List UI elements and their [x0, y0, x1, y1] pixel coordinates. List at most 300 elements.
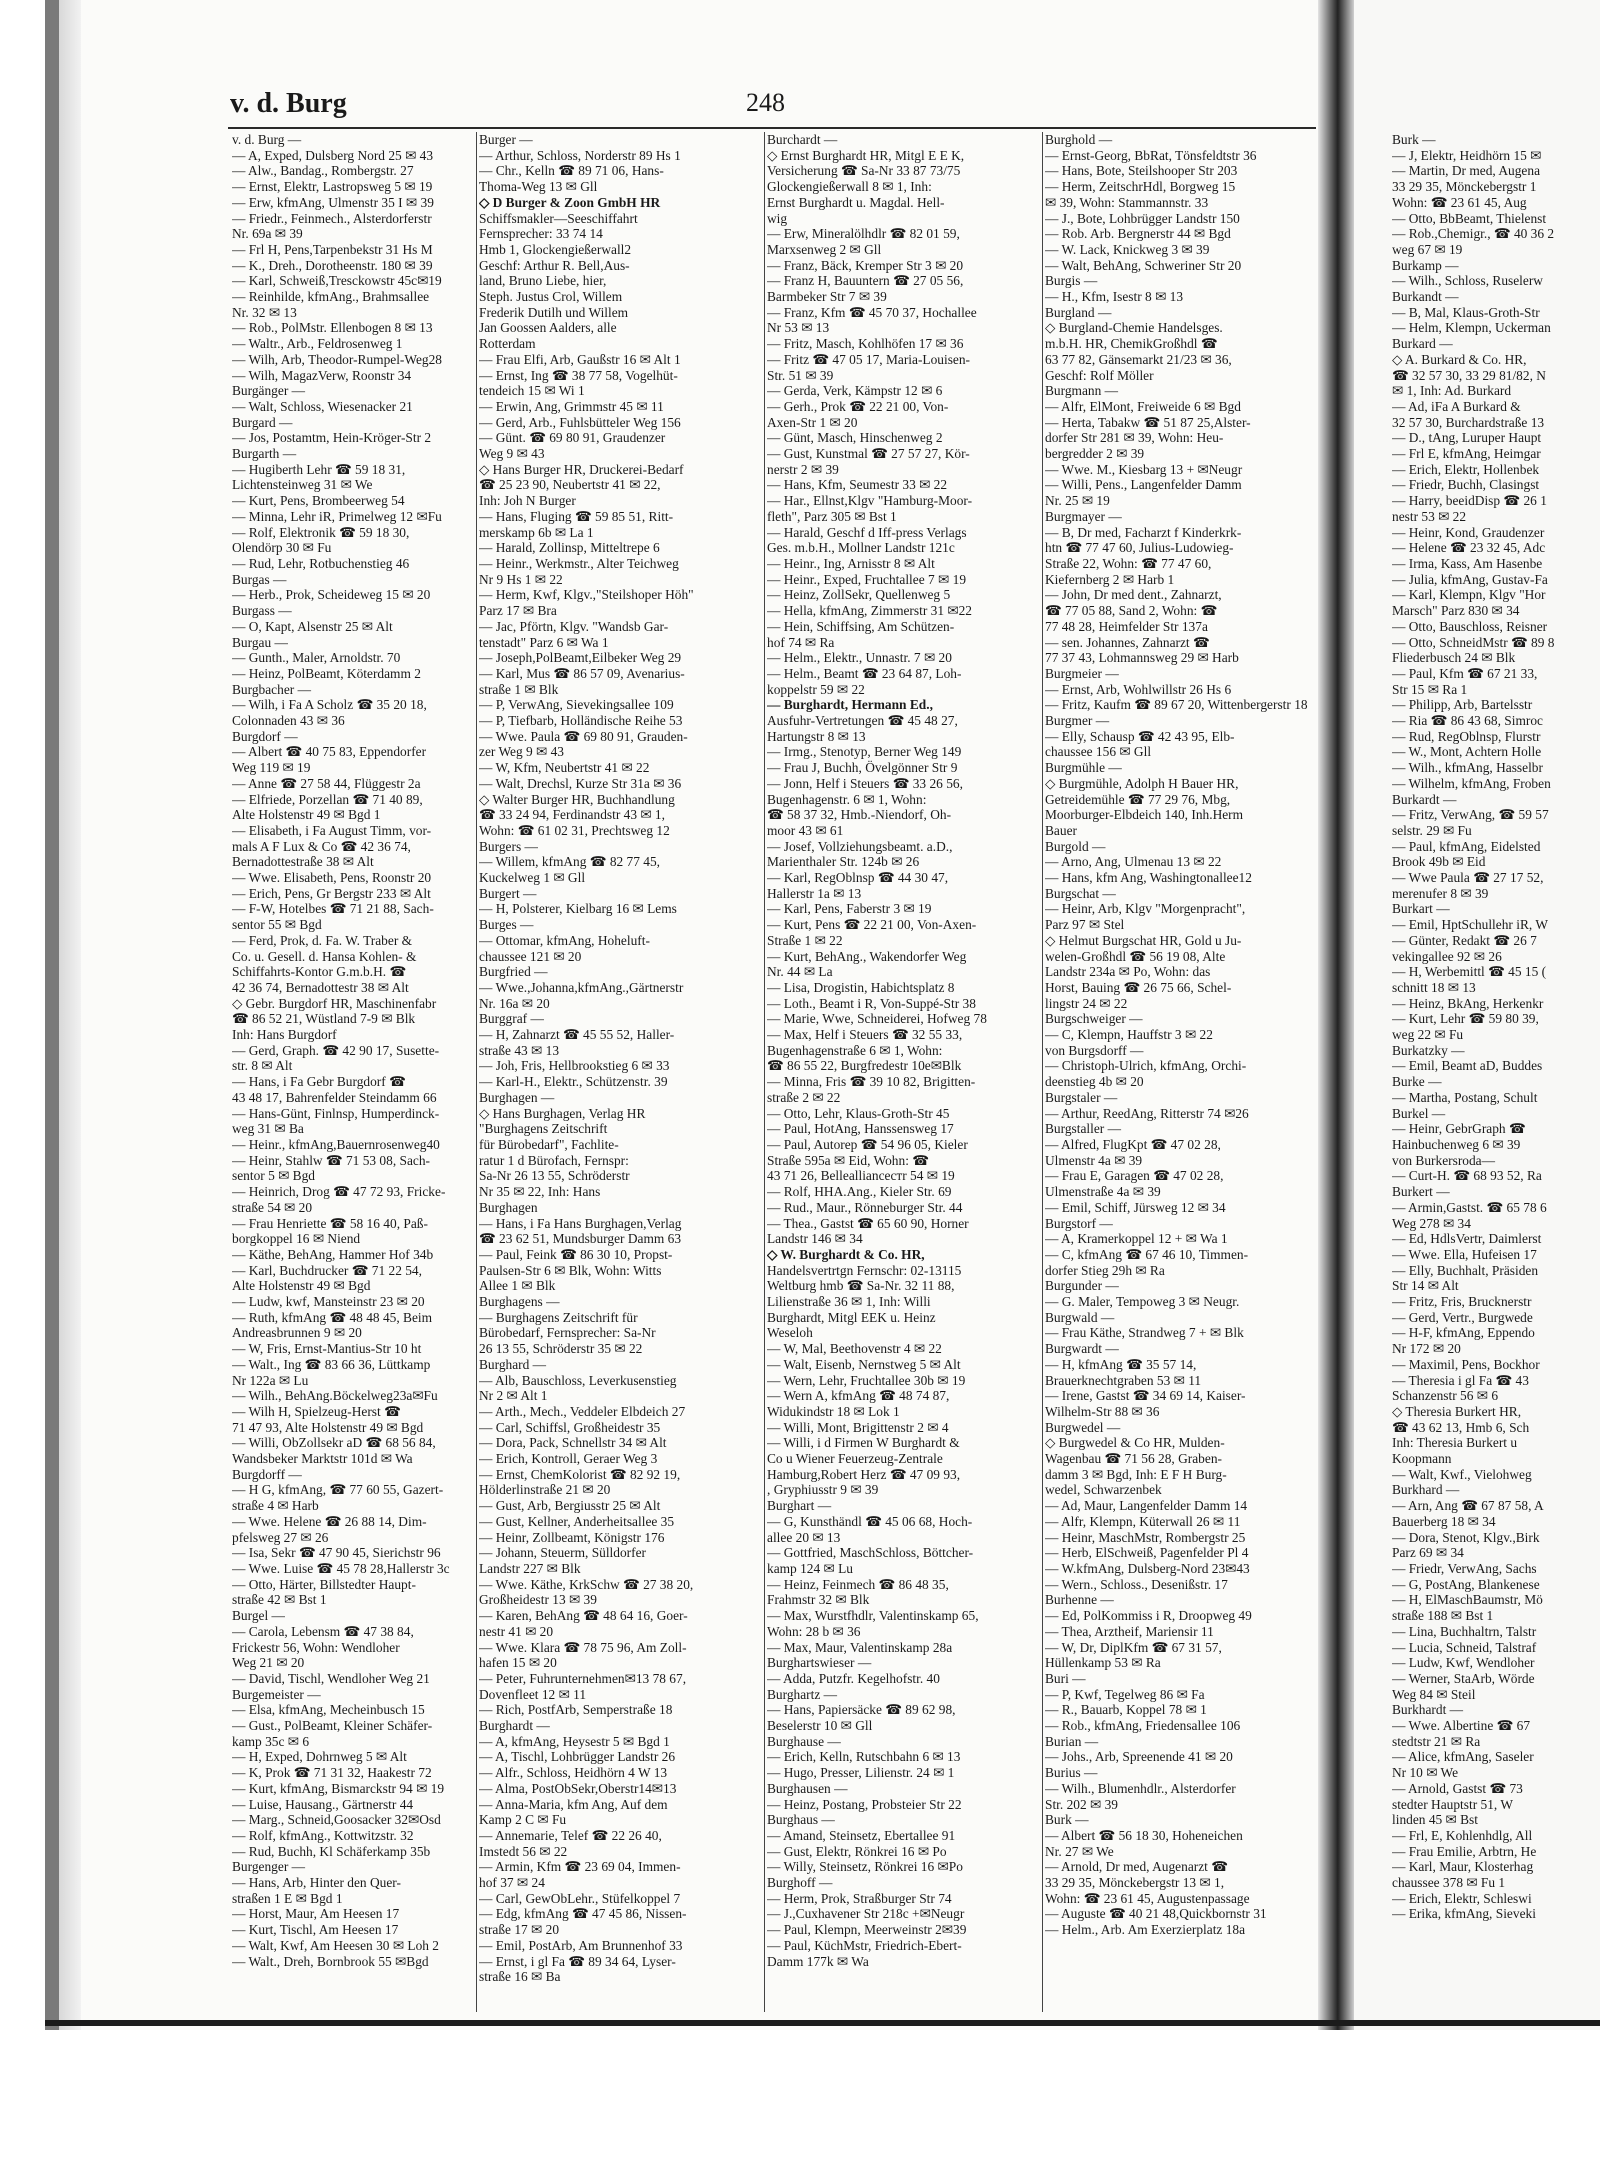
- directory-line: — Burghardt, Hermann Ed.,: [767, 697, 933, 713]
- directory-line: "Burghagens Zeitschrift: [479, 1121, 608, 1137]
- directory-line: Inh: Joh N Burger: [479, 493, 576, 509]
- directory-line: merskamp 6b ✉ La 1: [479, 524, 594, 540]
- directory-line: Horst, Bauing ☎ 26 75 66, Schel-: [1045, 979, 1232, 995]
- directory-line: — Elly, Schausp ☎ 42 43 95, Elb-: [1045, 728, 1235, 744]
- directory-line: Str. 202 ✉ 39: [1045, 1796, 1118, 1812]
- directory-line: Burghagen —: [479, 1089, 555, 1105]
- directory-line: straße 43 ✉ 13: [479, 1042, 560, 1058]
- directory-line: Dovenfleet 12 ✉ 11: [479, 1686, 587, 1702]
- directory-line: Wohn: 28 b ✉ 36: [767, 1623, 861, 1639]
- directory-line: tenstadt" Parz 6 ✉ Wa 1: [479, 634, 609, 650]
- directory-line: Burk —: [1045, 1812, 1089, 1828]
- directory-line: — Heinr., Ing, Arnisstr 8 ✉ Alt: [767, 555, 935, 571]
- directory-line: — Heinz, Postang, Probsteier Str 22: [767, 1796, 962, 1812]
- directory-line: ◇ Burgland-Chemie Handelsges.: [1045, 320, 1223, 336]
- directory-line: — W. Lack, Knickweg 3 ✉ 39: [1045, 241, 1210, 257]
- directory-line: — Lisa, Drogistin, Habichtsplatz 8: [767, 979, 955, 995]
- directory-line: — Frl, E, Kohlenhdlg, All: [1392, 1827, 1533, 1843]
- directory-line: Lichtensteinweg 31 ✉ We: [232, 477, 373, 493]
- directory-line: Burghart —: [767, 1498, 832, 1514]
- directory-line: von Burgsdorff —: [1045, 1042, 1144, 1058]
- directory-line: dorfer Str 281 ✉ 39, Wohn: Heu-: [1045, 430, 1224, 446]
- directory-line: — Christoph-Ulrich, kfmAng, Orchi-: [1045, 1058, 1247, 1074]
- directory-line: — D., tAng, Luruper Haupt: [1392, 430, 1542, 446]
- directory-line: — Albert ☎ 40 75 83, Eppendorfer: [232, 744, 427, 760]
- directory-line: nerstr 2 ✉ 39: [767, 461, 839, 477]
- directory-line: ◇ Ernst Burghardt HR, Mitgl E E K,: [767, 147, 965, 163]
- directory-line: Glockengießerwall 8 ✉ 1, Inh:: [767, 179, 932, 195]
- directory-line: Co. u. Gesell. d. Hansa Kohlen- &: [232, 948, 417, 964]
- directory-line: — Anne ☎ 27 58 44, Flüggestr 2a: [232, 775, 421, 791]
- directory-line: — Heinr, Stahlw ☎ 71 53 08, Sach-: [232, 1152, 431, 1168]
- directory-line: — Elsa, kfmAng, Mecheinbusch 15: [232, 1702, 425, 1718]
- directory-line: — Hugo, Presser, Lilienstr. 24 ✉ 1: [767, 1765, 955, 1781]
- directory-line: — Helm., Beamt ☎ 23 64 87, Loh-: [767, 665, 962, 681]
- directory-line: — sen. Johannes, Zahnarzt ☎: [1045, 634, 1210, 650]
- directory-line: 33 29 35, Mönckebergstr 13 ✉ 1,: [1045, 1875, 1225, 1891]
- directory-line: tendeich 15 ✉ Wi 1: [479, 383, 585, 399]
- directory-line: Barmbeker Str 7 ✉ 39: [767, 289, 887, 305]
- directory-line: — A, kfmAng, Heysestr 5 ✉ Bgd 1: [479, 1733, 670, 1749]
- directory-line: Kamp 2 C ✉ Fu: [479, 1812, 567, 1828]
- directory-line: — Franz, Kfm ☎ 45 70 37, Hochallee: [767, 304, 977, 320]
- directory-line: — C, kfmAng ☎ 67 46 10, Timmen-: [1045, 1246, 1249, 1262]
- directory-line: — Frl E, kfmAng, Heimgar: [1392, 446, 1541, 462]
- directory-line: — Arth., Mech., Veddeler Elbdeich 27: [479, 1403, 686, 1419]
- directory-line: — Alice, kfmAng, Saseler: [1392, 1749, 1534, 1765]
- directory-line: ◇ Hans Burghagen, Verlag HR: [479, 1105, 646, 1121]
- directory-line: — Ria ☎ 86 43 68, Simroc: [1392, 713, 1543, 729]
- directory-line: Wohn: ☎ 61 02 31, Prechtsweg 12: [479, 822, 670, 838]
- directory-line: Inh: Hans Burgdorf: [232, 1027, 337, 1043]
- directory-line: — Wwe.,Johanna,kfmAng.,Gärtnerstr: [479, 979, 684, 995]
- directory-line: kamp 35c ✉ 6: [232, 1733, 310, 1749]
- directory-line: — H, kfmAng ☎ 35 57 14,: [1045, 1356, 1197, 1372]
- directory-line: weg 67 ✉ 19: [1392, 241, 1463, 257]
- directory-line: Burchardt —: [767, 132, 838, 147]
- directory-line: Burghoff —: [767, 1875, 833, 1891]
- directory-line: straße 17 ✉ 20: [479, 1922, 560, 1938]
- directory-line: Burghold —: [1045, 132, 1113, 147]
- directory-line: Hainbuchenweg 6 ✉ 39: [1392, 1137, 1521, 1152]
- directory-line: — Herm, Prok, Straßburger Str 74: [767, 1890, 952, 1906]
- directory-line: 77 48 28, Heimfelder Str 137a: [1045, 618, 1208, 634]
- directory-line: Nr. 69a ✉ 39: [232, 226, 303, 242]
- directory-line: Frahmstr 32 ✉ Blk: [767, 1592, 870, 1608]
- directory-line: — Alb, Bauschloss, Leverkusenstieg: [479, 1372, 677, 1388]
- directory-line: — Wilh., BehAng.Böckelweg23a✉Fu: [232, 1388, 438, 1404]
- directory-line: Hartungstr 8 ✉ 13: [767, 728, 866, 744]
- directory-line: Nr 172 ✉ 20: [1392, 1341, 1461, 1357]
- directory-line: Landstr 234a ✉ Po, Wohn: das: [1045, 964, 1211, 980]
- directory-line: Beselerstr 10 ✉ Gll: [767, 1718, 873, 1734]
- directory-line: — J., Bote, Lohbrügger Landstr 150: [1045, 210, 1240, 226]
- directory-line: — Hella, kfmAng, Zimmerstr 31 ✉22: [767, 603, 972, 619]
- directory-line: — Marie, Wwe, Schneiderei, Hofweg 78: [767, 1011, 987, 1027]
- directory-line: str. 8 ✉ Alt: [232, 1058, 293, 1074]
- directory-line: — Herb, ElSchweiß, Pagenfelder Pl 4: [1045, 1545, 1249, 1561]
- directory-line: Nr 2 ✉ Alt 1: [479, 1388, 548, 1404]
- directory-line: Andreasbrunnen 9 ✉ 20: [232, 1325, 362, 1341]
- column-5-facing-page: [1392, 132, 1600, 2012]
- directory-line: Wohn: ☎ 23 61 45, Augustenpassage: [1045, 1890, 1250, 1906]
- directory-line: — Rud, Buchh, Kl Schäferkamp 35b: [232, 1843, 431, 1859]
- directory-line: — Willi, Mont, Brigittenstr 2 ✉ 4: [767, 1419, 949, 1435]
- directory-line: — Marg., Schneid,Goosacker 32✉Osd: [232, 1812, 441, 1828]
- directory-line: — Alfred, FlugKpt ☎ 47 02 28,: [1045, 1137, 1221, 1152]
- directory-line: Burgdorf —: [232, 728, 298, 744]
- directory-line: Burghaus —: [767, 1812, 835, 1828]
- directory-line: damm 3 ✉ Bgd, Inh: E F H Burg-: [1045, 1466, 1227, 1482]
- directory-line: — Erw, kfmAng, Ulmenstr 35 I ✉ 39: [232, 194, 434, 210]
- directory-line: Burgmann —: [1045, 383, 1119, 399]
- directory-line: Burgstorf —: [1045, 1215, 1113, 1231]
- directory-line: — O, Kapt, Alsenstr 25 ✉ Alt: [232, 618, 393, 634]
- directory-line: — Wern A, kfmAng ☎ 48 74 87,: [767, 1388, 950, 1404]
- directory-line: Bugenhagenstraße 6 ✉ 1, Wohn:: [767, 1042, 943, 1058]
- directory-line: Burgdorff —: [232, 1466, 302, 1482]
- directory-line: — Chr., Kelln ☎ 89 71 06, Hans-: [479, 163, 664, 179]
- directory-line: Burgau —: [232, 634, 288, 650]
- directory-line: Burkardt —: [1392, 791, 1457, 807]
- directory-line: Burgel —: [232, 1608, 285, 1624]
- directory-line: Burgstaller —: [1045, 1121, 1121, 1137]
- directory-line: welen-Großhdl ☎ 56 19 08, Alte: [1045, 948, 1226, 964]
- directory-line: — Heinr, GebrGraph ☎: [1392, 1121, 1526, 1137]
- directory-line: — W, Mal, Beethovenstr 4 ✉ 22: [767, 1341, 942, 1357]
- directory-line: Burgert —: [479, 885, 537, 901]
- directory-line: — Ernst, i gl Fa ☎ 89 34 64, Lyser-: [479, 1953, 676, 1969]
- directory-line: — Alma, PostObSekr,Oberstr14✉13: [479, 1780, 677, 1796]
- directory-line: Bugenhagenstr. 6 ✉ 1, Wohn:: [767, 791, 927, 807]
- directory-line: — Gerd, Graph. ☎ 42 90 17, Susette-: [232, 1042, 440, 1058]
- directory-line: — Friedr, Buchh, Clasingst: [1392, 477, 1540, 493]
- directory-line: — Ottomar, kfmAng, Hoheluft-: [479, 932, 650, 948]
- directory-line: — Hans, kfm Ang, Washingtonallee12: [1045, 870, 1252, 886]
- directory-line: straße 2 ✉ 22: [767, 1089, 841, 1105]
- directory-line: — K., Dreh., Dorotheenstr. 180 ✉ 39: [232, 257, 433, 273]
- directory-line: — Wwe. Elisabeth, Pens, Roonstr 20: [232, 870, 432, 886]
- directory-line: — Gerd, Vertr., Burgwede: [1392, 1309, 1533, 1325]
- directory-line: — Anna-Maria, kfm Ang, Auf dem: [479, 1796, 668, 1812]
- directory-line: — Wwe. Klara ☎ 78 75 96, Am Zoll-: [479, 1639, 687, 1655]
- directory-line: Weg 21 ✉ 20: [232, 1655, 305, 1671]
- directory-line: — A, Tischl, Lohbrügger Landstr 26: [479, 1749, 676, 1765]
- directory-line: Wandsbeker Marktstr 101d ✉ Wa: [232, 1451, 413, 1467]
- directory-line: — Frau Emilie, Arbtrn, He: [1392, 1843, 1537, 1859]
- directory-line: straße 4 ✉ Harb: [232, 1498, 319, 1514]
- directory-line: — Elfriede, Porzellan ☎ 71 40 89,: [232, 791, 423, 807]
- directory-line: — Karl-H., Elektr., Schützenstr. 39: [479, 1074, 668, 1090]
- directory-line: Str. 51 ✉ 39: [767, 367, 834, 383]
- directory-line: Co u Wiener Feuerzeug-Zentrale: [767, 1451, 943, 1467]
- directory-line: — Friedr, VerwAng, Sachs: [1392, 1560, 1537, 1576]
- directory-line: — Wwe. Helene ☎ 26 88 14, Dim-: [232, 1513, 427, 1529]
- directory-line: — Burghagens Zeitschrift für: [479, 1309, 638, 1325]
- directory-line: Alte Holstenstr 49 ✉ Bgd 1: [232, 807, 381, 823]
- directory-line: ☎ 86 55 22, Burgfredestr 10e✉Blk: [767, 1058, 962, 1074]
- directory-line: — Lina, Buchhaltrn, Talstr: [1392, 1623, 1537, 1639]
- directory-line: — Ed, HdlsVertr, Daimlerst: [1392, 1231, 1542, 1247]
- directory-line: — Heinrich, Drog ☎ 47 72 93, Fricke-: [232, 1184, 446, 1200]
- directory-line: straßen 1 E ✉ Bgd 1: [232, 1890, 343, 1906]
- directory-line: Kuckelweg 1 ✉ Gll: [479, 870, 586, 886]
- directory-line: — K, Prok ☎ 71 31 32, Haakestr 72: [232, 1765, 432, 1781]
- directory-line: — Jac, Pförtn, Klgv. "Wandsb Gar-: [479, 618, 669, 634]
- directory-line: — Hans, i Fa Hans Burghagen,Verlag: [479, 1215, 682, 1231]
- directory-line: — Erwin, Ang, Grimmstr 45 ✉ 11: [479, 398, 664, 414]
- directory-line: — Herm, ZeitschrHdl, Borgweg 15: [1045, 179, 1236, 195]
- directory-line: Moorburger-Elbdeich 140, Inh.Herm: [1045, 807, 1244, 823]
- directory-line: Ulmenstr 4a ✉ 39: [1045, 1152, 1143, 1168]
- directory-line: — Fritz ☎ 47 05 17, Maria-Louisen-: [767, 351, 970, 367]
- directory-line: chaussee 156 ✉ Gll: [1045, 744, 1152, 760]
- directory-line: — Arthur, Schloss, Norderstr 89 Hs 1: [479, 147, 681, 163]
- directory-line: — H., Kfm, Isestr 8 ✉ 13: [1045, 289, 1184, 305]
- directory-line: — G, Kunsthändl ☎ 45 06 68, Hoch-: [767, 1513, 973, 1529]
- directory-line: — Fritz, Kaufm ☎ 89 67 20, Wittenbergerstr 18: [1045, 697, 1308, 713]
- directory-line: Burgwedel —: [1045, 1419, 1121, 1435]
- directory-line: — Helm., Elektr., Unnastr. 7 ✉ 20: [767, 650, 952, 666]
- directory-line: — Wilh, MagazVerw, Roonstr 34: [232, 367, 412, 383]
- directory-line: stedter Hauptstr 51, W: [1392, 1796, 1513, 1812]
- directory-line: vekingallee 92 ✉ 26: [1392, 948, 1502, 964]
- directory-line: — Arnold, Gastst ☎ 73: [1392, 1780, 1523, 1796]
- directory-line: — Heinr., Werkmstr., Alter Teichweg: [479, 555, 679, 571]
- directory-line: — Rolf, kfmAng., Kottwitzstr. 32: [232, 1827, 414, 1843]
- directory-line: — Harry, beeidDisp ☎ 26 1: [1392, 493, 1547, 509]
- directory-line: — Wwe. M., Kiesbarg 13 + ✉Neugr: [1045, 461, 1243, 477]
- column-divider: [764, 132, 765, 2012]
- directory-line: — Hugiberth Lehr ☎ 59 18 31,: [232, 461, 406, 477]
- directory-line: — Thea, Arztheif, Mariensir 11: [1045, 1623, 1214, 1639]
- directory-line: Burkart —: [1392, 901, 1450, 917]
- directory-line: Burghausen —: [767, 1780, 848, 1796]
- directory-line: — Reinhilde, kfmAng., Brahmsallee: [232, 289, 430, 305]
- directory-line: — Emil, PostArb, Am Brunnenhof 33: [479, 1937, 683, 1953]
- directory-line: — Minna, Fris ☎ 39 10 82, Brigitten-: [767, 1074, 976, 1090]
- directory-line: — Gust, Kellner, Anderheitsallee 35: [479, 1513, 675, 1529]
- directory-line: — F-W, Hotelbes ☎ 71 21 88, Sach-: [232, 901, 434, 917]
- directory-line: — Max, Maur, Valentinskamp 28a: [767, 1639, 953, 1655]
- directory-line: — Franz H, Bauuntern ☎ 27 05 56,: [767, 273, 964, 289]
- directory-line: — Theresia i gl Fa ☎ 43: [1392, 1372, 1529, 1388]
- directory-line: — Kurt, Pens, Brombeerweg 54: [232, 493, 405, 509]
- directory-line: — Har., Ellnst,Klgv "Hamburg-Moor-: [767, 493, 973, 509]
- directory-line: — Ad, Maur, Langenfelder Damm 14: [1045, 1498, 1248, 1514]
- directory-line: — Hans, Fluging ☎ 59 85 51, Ritt-: [479, 508, 674, 524]
- directory-line: straße 42 ✉ Bst 1: [232, 1592, 327, 1608]
- directory-line: hof 37 ✉ 24: [479, 1875, 545, 1891]
- directory-line: — H-F, kfmAng, Eppendo: [1392, 1325, 1535, 1341]
- directory-line: — Erich, Pens, Gr Bergstr 233 ✉ Alt: [232, 885, 431, 901]
- directory-line: Frickestr 56, Wohn: Wendloher: [232, 1639, 400, 1655]
- directory-line: — Otto, Härter, Billstedter Haupt-: [232, 1576, 416, 1592]
- directory-line: 32 57 30, Burchardstraße 13: [1392, 414, 1545, 430]
- directory-line: — Gerh., Prok ☎ 22 21 00, Von-: [767, 398, 949, 414]
- directory-line: — Max, Wurstfhdlr, Valentinskamp 65,: [767, 1608, 979, 1624]
- directory-line: Weltburg hmb ☎ Sa-Nr. 32 11 88,: [767, 1278, 955, 1294]
- directory-line: — Wilh., kfmAng, Hasselbr: [1392, 760, 1543, 776]
- directory-line: — Willi, i d Firmen W Burghardt &: [767, 1435, 960, 1451]
- directory-line: — Willi, ObZollsekr aD ☎ 68 56 84,: [232, 1435, 436, 1451]
- directory-line: Landstr 227 ✉ Blk: [479, 1560, 581, 1576]
- directory-line: Bauer: [1045, 822, 1077, 838]
- directory-line: — B, Mal, Klaus-Groth-Str: [1392, 304, 1540, 320]
- directory-line: — Wwe. Albertine ☎ 67: [1392, 1718, 1531, 1734]
- directory-line: fleth", Parz 305 ✉ Bst 1: [767, 508, 897, 524]
- directory-line: Burghartswieser —: [767, 1655, 872, 1671]
- directory-line: — Irma, Kass, Am Hasenbe: [1392, 555, 1543, 571]
- directory-line: — Johs., Arb, Spreenende 41 ✉ 20: [1045, 1749, 1233, 1765]
- directory-line: für Bürobedarf", Fachlite-: [479, 1137, 619, 1152]
- directory-line: Burghartz —: [767, 1686, 838, 1702]
- directory-line: — Arnold, Dr med, Augenarzt ☎: [1045, 1859, 1228, 1875]
- directory-line: — Annemarie, Telef ☎ 22 26 40,: [479, 1827, 662, 1843]
- directory-line: bergredder 2 ✉ 39: [1045, 446, 1145, 462]
- directory-line: Steph. Justus Crol, Willem: [479, 289, 623, 305]
- directory-line: — Karl, Klempn, Klgv "Hor: [1392, 587, 1546, 603]
- directory-line: — Auguste ☎ 40 21 48,Quickbornstr 31: [1045, 1906, 1267, 1922]
- directory-line: — Herm, Kwf, Klgv.,"Steilshoper Höh": [479, 587, 694, 603]
- directory-line: Burgwald —: [1045, 1309, 1115, 1325]
- directory-line: — Käthe, BehAng, Hammer Hof 34b: [232, 1246, 434, 1262]
- directory-line: — David, Tischl, Wendloher Weg 21: [232, 1670, 430, 1686]
- directory-line: — J.,Cuxhavener Str 218c +✉Neugr: [767, 1906, 965, 1922]
- directory-line: ☎ 58 37 32, Hmb.-Niendorf, Oh-: [767, 807, 952, 823]
- directory-line: Getreidemühle ☎ 77 29 76, Mbg,: [1045, 791, 1231, 807]
- directory-line: — Fritz, Fris, Brucknerstr: [1392, 1294, 1532, 1310]
- directory-line: — Hans, Arb, Hinter den Quer-: [232, 1875, 401, 1891]
- directory-line: — Wwe. Luise ☎ 45 78 28,Hallerstr 3c: [232, 1560, 450, 1576]
- directory-line: Burgass —: [232, 603, 292, 619]
- directory-line: Rotterdam: [479, 336, 536, 352]
- directory-line: — Hans, i Fa Gebr Burgdorf ☎: [232, 1074, 406, 1090]
- directory-line: — Max, Helf i Steuers ☎ 32 55 33,: [767, 1027, 963, 1043]
- directory-line: — Waltr., Arb., Feldrosenweg 1: [232, 336, 403, 352]
- directory-line: — Ludw, kwf, Mansteinstr 23 ✉ 20: [232, 1294, 425, 1310]
- directory-line: Burkard —: [1392, 336, 1453, 352]
- directory-line: Nr. 27 ✉ We: [1045, 1843, 1114, 1859]
- directory-line: Schanzenstr 56 ✉ 6: [1392, 1388, 1499, 1404]
- directory-line: — H G, kfmAng, ☎ 77 60 55, Gazert-: [232, 1482, 444, 1498]
- header-rule: [228, 127, 1316, 129]
- directory-line: — Erich, Elektr, Schleswi: [1392, 1890, 1532, 1906]
- directory-line: straße 1 ✉ Blk: [479, 681, 559, 697]
- directory-line: Bernadottestraße 38 ✉ Alt: [232, 854, 374, 870]
- directory-line: — Heinr, Arb, Klgv "Morgenpracht",: [1045, 901, 1246, 917]
- directory-line: — Werner, StaArb, Wörde: [1392, 1670, 1535, 1686]
- directory-line: 71 47 93, Alte Holstenstr 49 ✉ Bgd: [232, 1419, 424, 1435]
- directory-line: — Martin, Dr med, Augena: [1392, 163, 1541, 179]
- directory-line: — Karl, Buchdrucker ☎ 71 22 54,: [232, 1262, 422, 1278]
- directory-line: Parz 69 ✉ 34: [1392, 1545, 1464, 1561]
- directory-line: Thoma-Weg 13 ✉ Gll: [479, 179, 598, 195]
- directory-line: — Martha, Postang, Schult: [1392, 1089, 1538, 1105]
- directory-line: — Gust, Arb, Bergiusstr 25 ✉ Alt: [479, 1498, 661, 1514]
- directory-line: — Rud., Maur., Rönneburger Str. 44: [767, 1199, 963, 1215]
- directory-line: Nr 9 Hs 1 ✉ 22: [479, 571, 563, 587]
- directory-line: — Minna, Lehr iR, Primelweg 12 ✉Fu: [232, 508, 442, 524]
- directory-line: — Ludw, Kwf, Wendloher: [1392, 1655, 1535, 1671]
- directory-line: — Heinr, Zollbeamt, Königstr 176: [479, 1529, 665, 1545]
- directory-line: Burian —: [1045, 1733, 1099, 1749]
- directory-line: straße 188 ✉ Bst 1: [1392, 1608, 1494, 1624]
- directory-line: allee 20 ✉ 13: [767, 1529, 841, 1545]
- directory-line: Hölderlinstraße 21 ✉ 20: [479, 1482, 611, 1498]
- directory-line: — Thea., Gastst ☎ 65 60 90, Horner: [767, 1215, 969, 1231]
- directory-line: — Joh, Fris, Hellbrookstieg 6 ✉ 33: [479, 1058, 670, 1074]
- directory-line: — A, Kramerkoppel 12 + ✉ Wa 1: [1045, 1231, 1228, 1247]
- directory-line: Hallerstr 1a ✉ 13: [767, 885, 862, 901]
- directory-line: ratur 1 d Bürofach, Fernspr:: [479, 1152, 629, 1168]
- directory-line: — Frau Henriette ☎ 58 16 40, Paß-: [232, 1215, 428, 1231]
- directory-line: Ernst Burghardt u. Magdal. Hell-: [767, 194, 945, 210]
- directory-line: — Peter, Fuhrunternehmen✉13 78 67,: [479, 1670, 687, 1686]
- directory-line: Burkhardt —: [1392, 1702, 1464, 1718]
- directory-line: — Kurt, Lehr ☎ 59 80 39,: [1392, 1011, 1539, 1027]
- directory-line: weg 31 ✉ Ba: [232, 1121, 304, 1137]
- directory-line: — Carola, Lebensm ☎ 47 38 84,: [232, 1623, 414, 1639]
- directory-line: — Ferd, Prok, d. Fa. W. Traber &: [232, 932, 413, 948]
- directory-line: koppelstr 59 ✉ 22: [767, 681, 865, 697]
- directory-line: ◇ A. Burkard & Co. HR,: [1392, 351, 1527, 367]
- directory-line: — Karl, Mus ☎ 86 57 09, Avenarius-: [479, 665, 685, 681]
- directory-line: — Alfr, ElMont, Freiweide 6 ✉ Bgd: [1045, 398, 1241, 414]
- directory-line: wedel, Schwarzenbek: [1045, 1482, 1162, 1498]
- directory-line: Burgmühle —: [1045, 760, 1122, 776]
- directory-line: — Rob., kfmAng, Friedensallee 106: [1045, 1718, 1241, 1734]
- directory-line: Burgland —: [1045, 304, 1112, 320]
- directory-line: — H, Zahnarzt ☎ 45 55 52, Haller-: [479, 1027, 675, 1043]
- directory-line: — Elly, Buchhalt, Präsiden: [1392, 1262, 1539, 1278]
- directory-line: — Frau Käthe, Strandweg 7 + ✉ Blk: [1045, 1325, 1244, 1341]
- directory-line: Brook 49b ✉ Eid: [1392, 854, 1486, 870]
- directory-line: — W.kfmAng, Dulsberg-Nord 23✉43: [1045, 1560, 1250, 1576]
- directory-line: Burger —: [479, 132, 533, 147]
- directory-line: — B, Dr med, Facharzt f Kinderkrk-: [1045, 524, 1242, 540]
- directory-line: , Gryphiusstr 9 ✉ 39: [767, 1482, 879, 1498]
- directory-line: — Günt, Masch, Hinschenweg 2: [767, 430, 943, 446]
- directory-line: — Walt, Kwf, Am Heesen 30 ✉ Loh 2: [232, 1937, 440, 1953]
- directory-line: Weg 278 ✉ 34: [1392, 1215, 1471, 1231]
- directory-line: — Carl, Schiffsl, Großheidestr 35: [479, 1419, 661, 1435]
- directory-line: Weg 84 ✉ Steil: [1392, 1686, 1476, 1702]
- directory-line: Lilienstraße 36 ✉ 1, Inh: Willi: [767, 1294, 931, 1310]
- directory-line: Nr 122a ✉ Lu: [232, 1372, 309, 1388]
- directory-line: Damm 177k ✉ Wa: [767, 1953, 869, 1969]
- directory-line: Burgstaler —: [1045, 1089, 1118, 1105]
- directory-line: — Ad, iFa A Burkard &: [1392, 398, 1521, 414]
- directory-line: — Erich, Elektr, Hollenbek: [1392, 461, 1540, 477]
- directory-line: — Irmg., Stenotyp, Berner Weg 149: [767, 744, 962, 760]
- directory-line: mals A F Lux & Co ☎ 42 36 74,: [232, 838, 411, 854]
- directory-line: 63 77 82, Gänsemarkt 21/23 ✉ 36,: [1045, 351, 1232, 367]
- directory-line: Schiffsmakler—Seeschiffahrt: [479, 210, 638, 226]
- directory-line: — Helm., Arb. Am Exerzierplatz 18a: [1045, 1922, 1246, 1938]
- directory-line: — Ernst, ChemKolorist ☎ 82 92 19,: [479, 1466, 681, 1482]
- directory-line: — Kurt, Tischl, Am Heesen 17: [232, 1922, 399, 1938]
- directory-line: — Hein, Schiffsing, Am Schützen-: [767, 618, 955, 634]
- directory-line: linden 45 ✉ Bst: [1392, 1812, 1478, 1828]
- directory-line: Burgemeister —: [232, 1686, 321, 1702]
- directory-line: sentor 5 ✉ Bgd: [232, 1168, 316, 1184]
- directory-line: — Herb., Prok, Scheideweg 15 ✉ 20: [232, 587, 431, 603]
- directory-line: — Erika, kfmAng, Sieveki: [1392, 1906, 1536, 1922]
- directory-line: — P, Kwf, Tegelweg 86 ✉ Fa: [1045, 1686, 1205, 1702]
- directory-line: — Emil, Schiff, Jürsweg 12 ✉ 34: [1045, 1199, 1226, 1215]
- directory-line: Burius —: [1045, 1765, 1098, 1781]
